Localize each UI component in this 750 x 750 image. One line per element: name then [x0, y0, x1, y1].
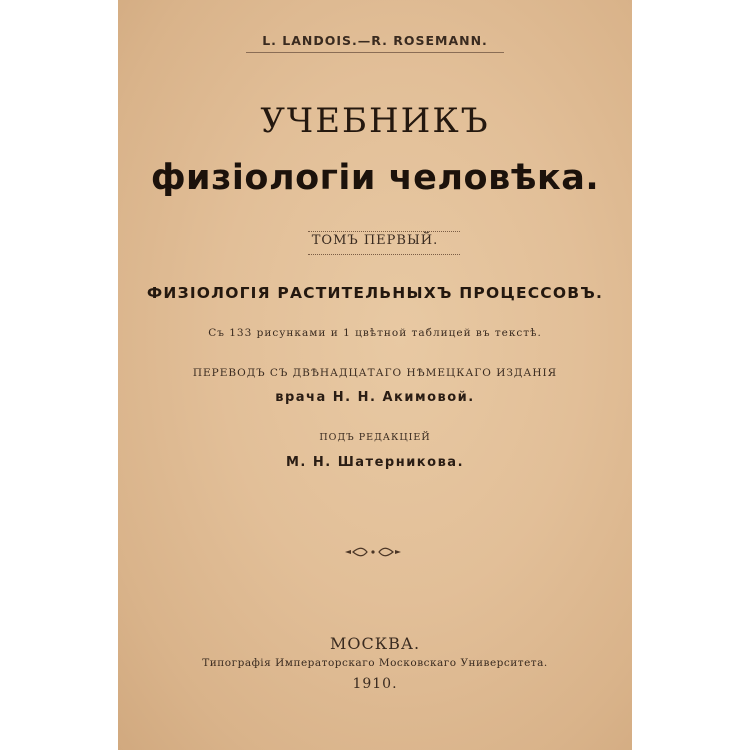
figures-note: Съ 133 рисунками и 1 цвѣтной таблицей въ текстѣ.: [208, 327, 542, 339]
volume-rule-bottom: [308, 254, 460, 255]
authors-underline: [246, 52, 504, 53]
volume-rule-top: [308, 231, 460, 232]
printing-house: Типографiя Императорскаго Московскаго Университета.: [202, 657, 548, 669]
volume-subtitle: ФИЗIОЛОГIЯ РАСТИТЕЛЬНЫХЪ ПРОЦЕССОВЪ.: [146, 284, 604, 302]
edited-by-label: ПОДЪ РЕДАКЦIЕЙ: [319, 432, 431, 443]
ornament-divider-icon: [343, 545, 403, 559]
volume-label: ТОМЪ ПЕРВЫЙ.: [311, 233, 439, 248]
publication-city: МОСКВА.: [329, 634, 421, 653]
publication-year: 1910.: [352, 676, 398, 692]
book-title-page: [118, 0, 632, 750]
book-title: УЧЕБНИКЪ: [260, 101, 490, 141]
editor-name: М. Н. Шатерникова.: [285, 455, 465, 470]
book-subtitle-title: физiологiи человѣка.: [150, 158, 600, 198]
translation-note: ПЕРЕВОДЪ СЪ ДВѢНАДЦАТАГО НѢМЕЦКАГО ИЗДАНIЯ: [192, 367, 558, 379]
authors: L. LANDOIS.—R. ROSEMANN.: [262, 33, 488, 48]
translator-name: врача Н. Н. Акимовой.: [275, 390, 475, 405]
